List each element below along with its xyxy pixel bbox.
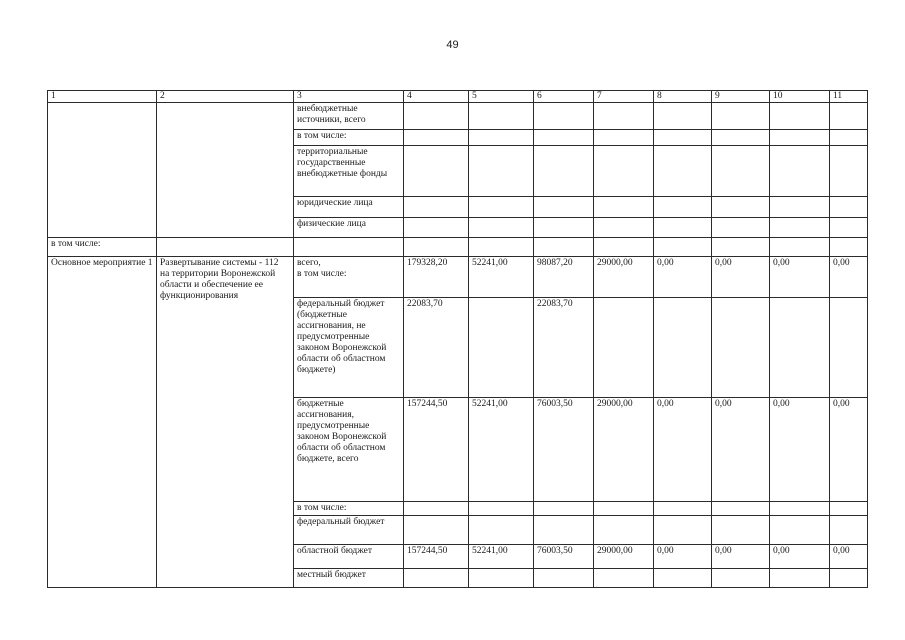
header-cell: 6: [534, 91, 594, 103]
header-cell: 8: [654, 91, 712, 103]
value-cell: [712, 297, 770, 397]
value-cell: 0,00: [830, 544, 868, 569]
row-label: федеральный бюджет: [294, 516, 404, 545]
value-cell: 0,00: [770, 256, 830, 297]
value-cell: 52241,00: [469, 544, 534, 569]
empty-cell: [157, 103, 294, 238]
header-cell: 1: [48, 91, 157, 103]
value-cell: 0,00: [830, 256, 868, 297]
row-label: в том числе:: [294, 129, 404, 145]
header-cell: 3: [294, 91, 404, 103]
header-cell: 5: [469, 91, 534, 103]
value-cell: 0,00: [770, 397, 830, 501]
value-cell: 0,00: [654, 544, 712, 569]
row-label: в том числе:: [48, 238, 157, 256]
value-cell: 52241,00: [469, 256, 534, 297]
value-cell: 0,00: [654, 397, 712, 501]
row-label: местный бюджет: [294, 569, 404, 588]
row-label: в том числе:: [294, 502, 404, 516]
header-row: [48, 91, 868, 103]
table-row: [48, 103, 868, 130]
activity-description: Развертывание системы - 112 на территории Воронежской области и обеспечение ее функционирования: [157, 256, 294, 587]
table-row: [48, 238, 868, 256]
value-cell: [594, 297, 654, 397]
value-cell: 0,00: [712, 256, 770, 297]
value-cell: 0,00: [712, 397, 770, 501]
page-number: 49: [446, 39, 459, 51]
value-cell: 0,00: [830, 397, 868, 501]
table-row: [48, 256, 868, 297]
value-cell: [770, 297, 830, 397]
row-label: территориальные государственные внебюджетные фонды: [294, 146, 404, 197]
value-cell: 22083,70: [404, 297, 469, 397]
value-cell: 157244,50: [404, 544, 469, 569]
row-label: внебюджетные источники, всего: [294, 103, 404, 130]
header-cell: 7: [594, 91, 654, 103]
value-cell: 52241,00: [469, 397, 534, 501]
activity-name: Основное мероприятие 1: [48, 256, 157, 587]
value-cell: [830, 297, 868, 397]
value-cell: 29000,00: [594, 256, 654, 297]
value-cell: 157244,50: [404, 397, 469, 501]
header-cell: 9: [712, 91, 770, 103]
value-cell: 98087,20: [534, 256, 594, 297]
value-cell: 76003,50: [534, 544, 594, 569]
budget-table: [47, 90, 868, 588]
header-cell: 10: [770, 91, 830, 103]
value-cell: 29000,00: [594, 544, 654, 569]
value-cell: 29000,00: [594, 397, 654, 501]
value-cell: 179328,20: [404, 256, 469, 297]
value-cell: 0,00: [770, 544, 830, 569]
value-cell: [654, 297, 712, 397]
row-label: физические лица: [294, 217, 404, 237]
header-cell: 11: [830, 91, 868, 103]
row-label: юридические лица: [294, 197, 404, 217]
row-label: всего, в том числе:: [294, 256, 404, 297]
row-label: федеральный бюджет (бюджетные ассигнования, не предусмотренные законом Воронежской области об областном бюджете): [294, 297, 404, 397]
header-cell: 2: [157, 91, 294, 103]
row-label: областной бюджет: [294, 544, 404, 569]
value-cell: 76003,50: [534, 397, 594, 501]
header-cell: 4: [404, 91, 469, 103]
value-cell: 22083,70: [534, 297, 594, 397]
row-label: бюджетные ассигнования, предусмотренные законом Воронежской области об областном бюджете, всего: [294, 397, 404, 501]
value-cell: [469, 297, 534, 397]
value-cell: 0,00: [712, 544, 770, 569]
value-cell: 0,00: [654, 256, 712, 297]
empty-cell: [48, 103, 157, 238]
